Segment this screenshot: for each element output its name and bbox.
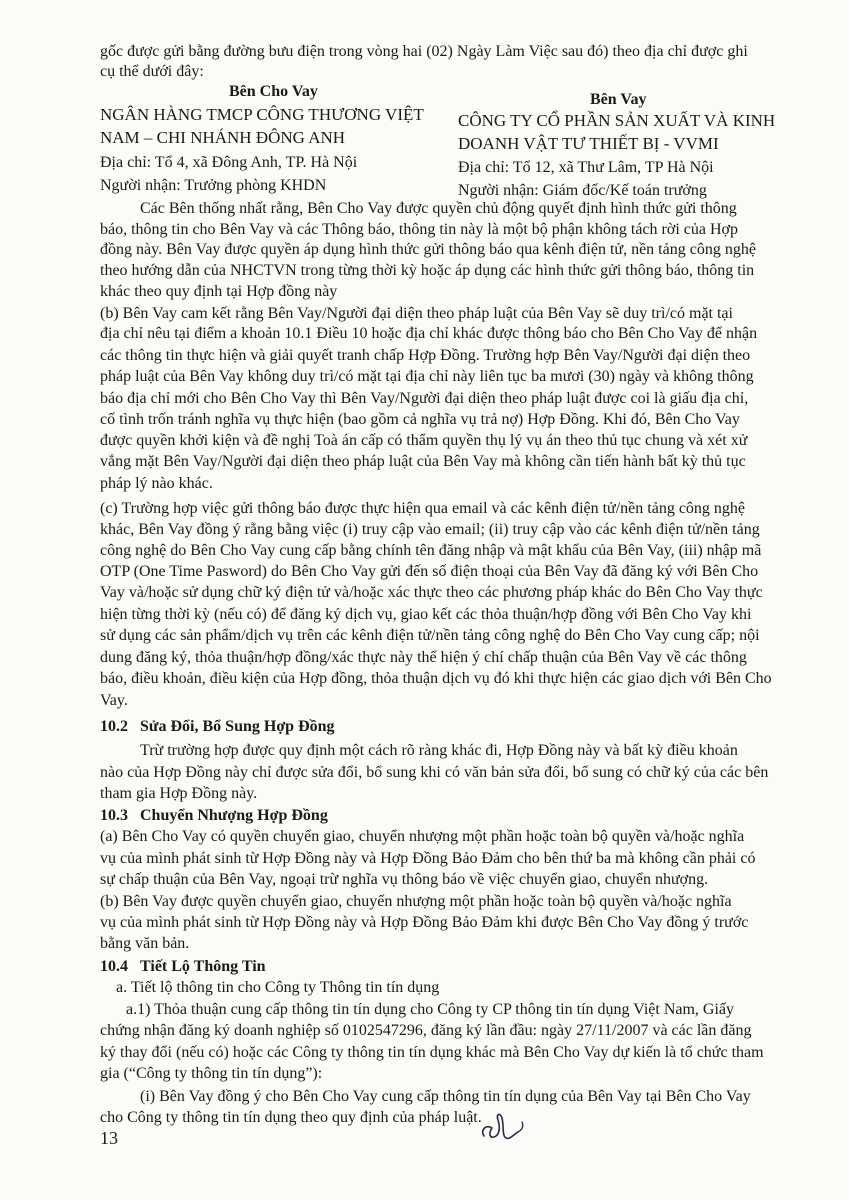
agree-line: báo, thông tin cho Bên Vay và các Thông báo, thông tin này là một bộ phận không tách rời của Hợp [100, 221, 738, 238]
s104-line: chứng nhận đăng ký doanh nghiệp số 0102547296, đăng ký lần đầu: ngày 27/11/2007 và các lần đăng [100, 1022, 752, 1039]
para-c-line: Vay. [100, 692, 128, 709]
para-b-line: các thông tin thực hiện và giải quyết tranh chấp Hợp Đồng. Trường hợp Bên Vay/Người đại diện theo [100, 347, 751, 364]
intro-line-1: gốc được gửi bằng đường bưu điện trong vòng hai (02) Ngày Làm Việc sau đó) theo địa chỉ được ghi [100, 43, 748, 60]
borrower-name-1: CÔNG TY CỔ PHẦN SẢN XUẤT VÀ KINH [458, 111, 776, 130]
s103-line: bằng văn bản. [100, 935, 190, 952]
s104-line: gia (“Công ty thông tin tín dụng”): [100, 1065, 323, 1082]
s104-line: cho Công ty thông tin tín dụng theo quy định của pháp luật. [100, 1109, 482, 1126]
para-c-line: dung đăng ký, thỏa thuận/hợp đồng/xác thực này thể hiện ý chí chấp thuận của Bên Vay về các thông [100, 649, 747, 666]
section-10-2-number: 10.2 [100, 718, 128, 735]
agree-line: đồng này. Bên Vay được quyền áp dụng hình thức gửi thông báo qua kênh điện tử, nền tảng công nghệ [100, 241, 756, 258]
agree-line: theo hướng dẫn của NHCTVN trong từng thời kỳ hoặc áp dụng các hình thức gửi thông báo, thông tin [100, 262, 755, 279]
section-10-2-title: Sửa Đổi, Bổ Sung Hợp Đồng [140, 718, 335, 735]
para-b-line: (b) Bên Vay cam kết rằng Bên Vay/Người đại diện theo pháp luật của Bên Vay sẽ duy trì/có mặt tại [100, 305, 733, 322]
lender-name-1: NGÂN HÀNG TMCP CÔNG THƯƠNG VIỆT [100, 105, 424, 124]
borrower-heading: Bên Vay [590, 91, 647, 108]
agree-line: khác theo quy định tại Hợp đồng này [100, 283, 338, 300]
borrower-recipient: Người nhận: Giám đốc/Kế toán trưởng [458, 182, 707, 199]
para-b-line: pháp lý nào khác. [100, 475, 213, 492]
lender-recipient: Người nhận: Trưởng phòng KHDN [100, 177, 327, 194]
para-b-line: địa chỉ nêu tại điểm a khoản 10.1 Điều 10 hoặc địa chỉ khác được thông báo cho Bên Cho Vay để nhận [100, 325, 758, 342]
para-c-line: công nghệ do Bên Cho Vay cung cấp bằng chính tên đăng nhập và mật khẩu của Bên Vay, (iii) nhập mã [100, 542, 762, 559]
s104-line: ký thay đổi (nếu có) hoặc các Công ty thông tin tín dụng khác mà Bên Cho Vay dự kiến là tổ chức tham [100, 1044, 764, 1061]
section-10-4-title: Tiết Lộ Thông Tin [140, 958, 266, 975]
lender-name-2: NAM – CHI NHÁNH ĐÔNG ANH [100, 128, 346, 147]
para-b-line: được quyền khởi kiện và đề nghị Toà án cấp có thẩm quyền thụ lý vụ án theo thủ tục chung và xét xử [100, 432, 748, 449]
para-c-line: Vay và/hoặc sử dụng chữ ký điện tử và/hoặc xác thực theo các phương pháp khác do Bên Cho Vay thực [100, 584, 763, 601]
para-c-line: hiện từng thời kỳ (nếu có) để đăng ký dịch vụ, giao kết các thỏa thuận/hợp đồng với Bên Cho Vay khi [100, 606, 752, 623]
para-c-line: OTP (One Time Pasword) do Bên Cho Vay gửi đến số điện thoại của Bên Vay đã đăng ký với Bên Cho [100, 563, 759, 580]
s102-line: Trừ trường hợp được quy định một cách rõ ràng khác đi, Hợp Đồng này và bất kỳ điều khoản [140, 742, 738, 759]
s103-line: (b) Bên Vay được quyền chuyển giao, chuyển nhượng một phần hoặc toàn bộ quyền và/hoặc nghĩa [100, 893, 732, 910]
s104-line: (i) Bên Vay đồng ý cho Bên Cho Vay cung cấp thông tin tín dụng của Bên Vay tại Bên Cho Vay [140, 1088, 751, 1105]
para-c-line: khác, Bên Vay đồng ý rằng bằng việc (i) truy cập vào email; (ii) truy cập vào các kênh điện tử/nền tảng [100, 521, 760, 538]
para-b-line: cố tình trốn tránh nghĩa vụ thực hiện (bao gồm cả nghĩa vụ trả nợ) Hợp Đồng. Khi đó, Bên Cho Vay [100, 411, 740, 428]
page-number: 13 [100, 1128, 118, 1148]
handwritten-initials-signature [478, 1106, 528, 1146]
s102-line: tham gia Hợp Đồng này. [100, 785, 258, 802]
section-10-3-title: Chuyển Nhượng Hợp Đồng [140, 807, 328, 824]
para-c-line: sử dụng các sản phẩm/dịch vụ trên các kênh điện tử/nền tảng công nghệ do Bên Cho Vay cung cấp; nội [100, 627, 760, 644]
s102-line: nào của Hợp Đồng này chỉ được sửa đổi, bổ sung khi có văn bản sửa đổi, bổ sung có chữ ký của các bên [100, 764, 769, 781]
section-10-3-number: 10.3 [100, 807, 128, 824]
s103-line: (a) Bên Cho Vay có quyền chuyển giao, chuyển nhượng một phần hoặc toàn bộ quyền và/hoặc nghĩa [100, 828, 745, 845]
s103-line: sự chấp thuận của Bên Vay, ngoại trừ nghĩa vụ thông báo về việc chuyển giao, chuyển nhượng. [100, 871, 709, 888]
para-b-line: pháp luật của Bên Vay không duy trì/có mặt tại địa chỉ này liên tục ba mươi (30) ngày và không thông [100, 368, 754, 385]
lender-heading: Bên Cho Vay [229, 83, 318, 100]
para-b-line: vắng mặt Bên Vay/Người đại diện theo pháp luật của Bên Vay mà không cần tiến hành bất kỳ thủ tục [100, 453, 746, 470]
borrower-name-2: DOANH VẬT TƯ THIẾT BỊ - VVMI [458, 134, 719, 153]
s103-line: vụ của mình phát sinh từ Hợp Đồng này và Hợp Đồng Bảo Đảm khi được Bên Cho Vay đồng ý trước [100, 914, 749, 931]
section-10-4-number: 10.4 [100, 958, 128, 975]
s104-line: a.1) Thỏa thuận cung cấp thông tin tín dụng cho Công ty CP thông tin tín dụng Việt Nam, Giấy [126, 1001, 735, 1018]
s103-line: vụ của mình phát sinh từ Hợp Đồng này và Hợp Đồng Bảo Đảm cho bên thứ ba mà không cần phải có [100, 850, 756, 867]
intro-line-2: cụ thể dưới đây: [100, 63, 204, 80]
s104-line: a. Tiết lộ thông tin cho Công ty Thông tin tín dụng [116, 979, 440, 996]
para-c-line: báo, điều khoản, điều kiện của Hợp đồng, thỏa thuận dịch vụ đó khi thực hiện các giao dịch với Bên Cho [100, 670, 772, 687]
borrower-address: Địa chỉ: Tổ 12, xã Thư Lâm, TP Hà Nội [458, 159, 714, 176]
para-b-line: báo địa chỉ mới cho Bên Cho Vay thì Bên Vay/Người đại diện theo pháp luật được coi là giấu địa chỉ, [100, 390, 749, 407]
para-c-line: (c) Trường hợp việc gửi thông báo được thực hiện qua email và các kênh điện tử/nền tảng công nghệ [100, 500, 746, 517]
agree-line: Các Bên thống nhất rằng, Bên Cho Vay được quyền chủ động quyết định hình thức gửi thông [140, 200, 737, 217]
lender-address: Địa chỉ: Tổ 4, xã Đông Anh, TP. Hà Nội [100, 154, 358, 171]
